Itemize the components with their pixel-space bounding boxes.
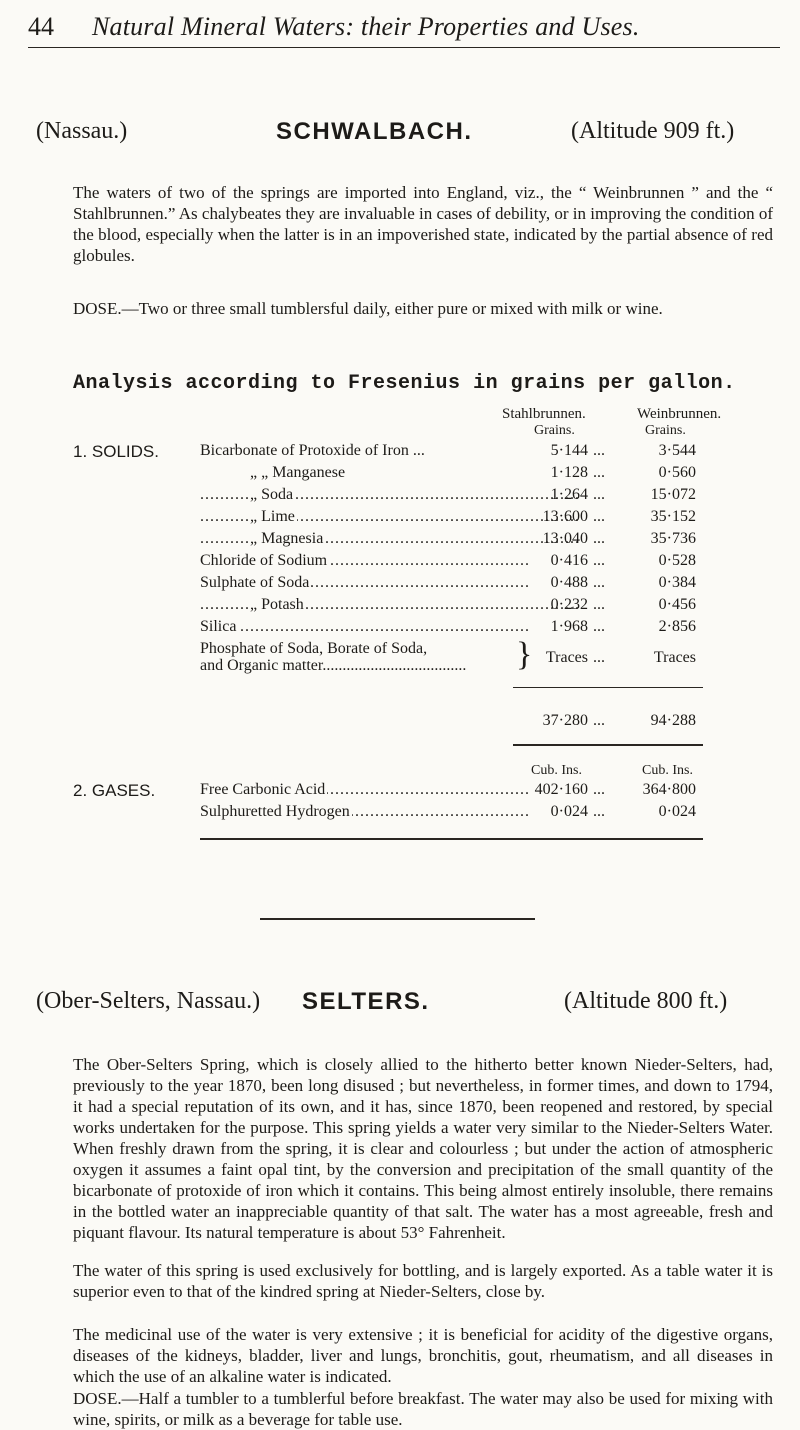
stahl-value: 0·232 [550, 596, 588, 613]
column-stahlbrunnen: Stahlbrunnen. [502, 406, 586, 422]
stahl-value: Traces [545, 649, 588, 666]
separator: ... [593, 649, 605, 666]
table-row [0, 552, 800, 574]
running-title: Natural Mineral Waters: their Properties and Uses. [92, 12, 640, 41]
stahl-value: 1·264 [550, 486, 588, 503]
unit-grains-wein: Grains. [645, 423, 686, 438]
column-weinbrunnen: Weinbrunnen. [637, 406, 722, 422]
solids-label: 1. SOLIDS. [73, 442, 159, 461]
stahl-total: 37·280 [542, 712, 588, 729]
table-row [0, 464, 800, 486]
row-name: „ Soda ..... [200, 486, 580, 504]
table-row [0, 618, 800, 640]
stahl-value: 1·128 [550, 464, 588, 481]
wein-value: 0·456 [658, 596, 696, 613]
brace-icon: } [516, 636, 533, 673]
wein-value: 35·152 [650, 508, 696, 525]
wein-value: 3·544 [658, 442, 696, 459]
schwalbach-intro: The waters of two of the springs are imported into England, viz., the “ Weinbrunnen ” and the “ Stahlbrunnen.” As chalybeates they are invaluable in cases of debility, or in improving the condition of the blood, especially when the latter is in an impoverished state, indicated by the partial absence of red globules. [73, 183, 773, 265]
separator: ... [593, 508, 605, 525]
stahl-value: 1·968 [550, 618, 588, 635]
table-row [0, 781, 800, 803]
table-row [0, 486, 800, 508]
selters-altitude: (Altitude 800 ft.) [564, 988, 728, 1014]
selters-region: (Ober-Selters, Nassau.) [36, 988, 261, 1014]
table-row [0, 574, 800, 596]
wein-value: 0·024 [658, 803, 696, 820]
table-end-rule [200, 838, 703, 840]
wein-value: 0·528 [658, 552, 696, 569]
stahl-value: 0·024 [550, 803, 588, 820]
gases-label: 2. GASES. [73, 781, 156, 800]
wein-value: 15·072 [650, 486, 696, 503]
stahl-value: 402·160 [534, 781, 588, 798]
row-name: „ Potash ..... [200, 596, 580, 614]
table-row [0, 530, 800, 552]
separator: ... [593, 486, 605, 503]
separator: ... [593, 464, 605, 481]
stahl-value: 0·416 [550, 552, 588, 569]
selters-name: SELTERS. [302, 988, 430, 1015]
selters-paragraph-2: The water of this spring is used exclusively for bottling, and is largely exported. As a table water it is superior even to that of the kindred spring at Nieder-Selters, close by. [73, 1261, 773, 1301]
phosphate-line-1: Phosphate of Soda, Borate of Soda, [200, 640, 428, 657]
row-name: „ Magnesia ..... [200, 530, 580, 548]
schwalbach-name: SCHWALBACH. [276, 118, 473, 145]
total-rule [513, 744, 703, 746]
separator: ... [593, 618, 605, 635]
separator: ... [593, 574, 605, 591]
schwalbach-altitude: (Altitude 909 ft.) [571, 118, 735, 144]
table-row [0, 596, 800, 618]
wein-value: 0·560 [658, 464, 696, 481]
separator: ... [593, 442, 605, 459]
unit-grains-stahl: Grains. [534, 423, 575, 438]
table-row [0, 508, 800, 530]
selters-paragraph-4: DOSE.—Half a tumbler to a tumblerful before breakfast. The water may also be used for mixing with wine, spirits, or milk as a beverage for table use. [73, 1389, 773, 1429]
wein-total: 94·288 [650, 712, 696, 729]
analysis-title: Analysis according to Fresenius in grains per gallon. [73, 372, 736, 395]
separator: ... [593, 712, 605, 729]
unit-cubins-wein: Cub. Ins. [642, 763, 693, 778]
row-name: Sulphate of Soda ..... [200, 574, 530, 592]
sum-rule [513, 687, 703, 688]
unit-cubins-stahl: Cub. Ins. [531, 763, 582, 778]
total-row [0, 712, 800, 734]
selters-paragraph-3: The medicinal use of the water is very extensive ; it is beneficial for acidity of the digestive organs, diseases of the kidneys, bladder, liver and lungs, bronchitis, gout, rheumatism, and all diseases in which the use of an alkaline water is indicated. [73, 1325, 773, 1386]
wein-value: 2·856 [658, 618, 696, 635]
schwalbach-dose: DOSE.—Two or three small tumblersful daily, either pure or mixed with milk or wine. [73, 299, 663, 318]
separator: ... [593, 803, 605, 820]
schwalbach-heading [36, 118, 776, 152]
section-divider [260, 918, 535, 920]
separator: ... [593, 781, 605, 798]
selters-paragraph-1: The Ober-Selters Spring, which is closely allied to the hitherto better known Nieder-Selters, had, previously to the year 1870, been long disused ; but nevertheless, in former times, and down to 1794, it had a special reputation of its own, and it has, since 1870, been reopened and restored, by special works undertaken for the purpose. This spring yields a water very similar to the Nieder-Selters Water. When freshly drawn from the spring, it is clear and colourless ; but under the action of atmospheric oxygen it assumes a faint opal tint, by the conversion and precipitation of the small quantity of the bicarbonate of protoxide of iron which it contains. This being almost entirely insoluble, there remains in the bottled water an inappreciable quantity of that salt. The water has a most agreeable, fresh and piquant flavour. Its natural temperature is about 53° Fahrenheit. [73, 1055, 773, 1242]
separator: ... [593, 552, 605, 569]
row-name: Free Carbonic Acid ..... [200, 781, 530, 799]
table-row [0, 442, 800, 464]
row-name: „ Lime ..... [200, 508, 580, 526]
stahl-value: 13·040 [542, 530, 588, 547]
wein-value: 364·800 [642, 781, 696, 798]
selters-heading [36, 988, 776, 1022]
row-name: Bicarbonate of Protoxide of Iron ... [200, 442, 425, 459]
row-name: Silica ..... [200, 618, 530, 636]
schwalbach-region: (Nassau.) [36, 118, 128, 144]
page-number: 44 [28, 12, 54, 41]
separator: ... [593, 530, 605, 547]
phosphate-line-2: and Organic matter.................................... [200, 657, 467, 674]
separator: ... [593, 596, 605, 613]
stahl-value: 0·488 [550, 574, 588, 591]
wein-value: 35·736 [650, 530, 696, 547]
table-row [0, 649, 800, 671]
table-row [0, 803, 800, 825]
row-name: Sulphuretted Hydrogen ..... [200, 803, 530, 821]
row-name: Chloride of Sodium ..... [200, 552, 530, 570]
stahl-value: 13·600 [542, 508, 588, 525]
header-rule [28, 47, 780, 48]
running-head [28, 12, 780, 44]
row-name: „ „ Manganese [250, 464, 346, 481]
wein-value: Traces [653, 649, 696, 666]
wein-value: 0·384 [658, 574, 696, 591]
stahl-value: 5·144 [550, 442, 588, 459]
